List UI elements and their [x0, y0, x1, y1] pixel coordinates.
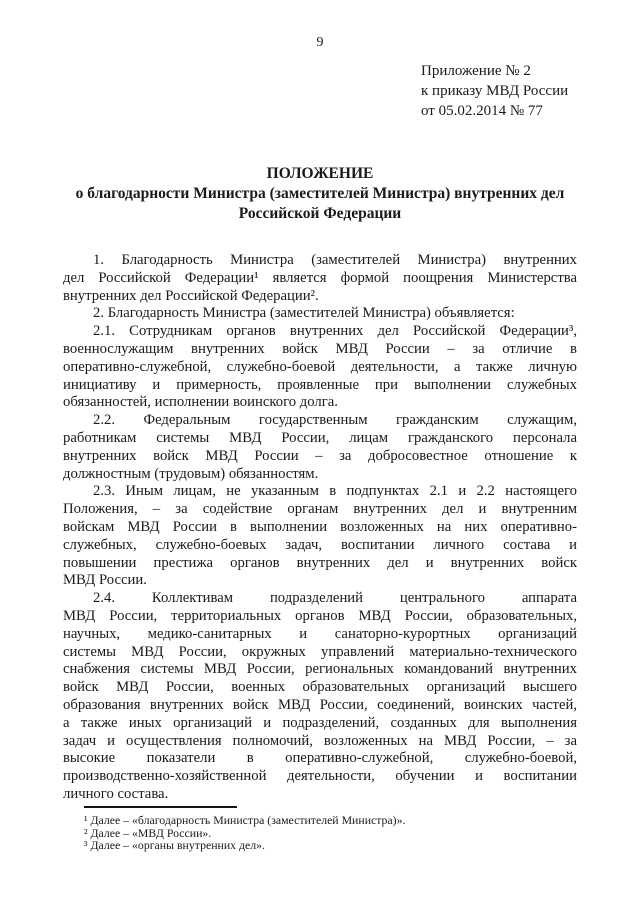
text-line: оперативно-служебной, служебно-боевой деятельности, а также личную	[63, 358, 577, 375]
text-line: Российской Федерации	[238, 205, 402, 222]
paragraph	[63, 412, 577, 483]
text-line: должностным (трудовым) обязанностям.	[63, 465, 319, 482]
text-line: МВД России, территориальных органов МВД России, образовательных,	[63, 607, 577, 624]
text-line: Приложение № 2	[421, 63, 531, 79]
text-line: ³ Далее – «органы внутренних дел».	[84, 838, 265, 853]
text-line: личного состава.	[63, 785, 169, 802]
footnotes-section	[84, 806, 577, 852]
text-line: 1. Благодарность Министра (заместителей Министра) внутренних	[93, 252, 577, 268]
text-line: служебных, служебно-боевых задач, воспитании личного состава и	[63, 536, 577, 553]
footnote-list	[84, 814, 577, 852]
text-line: высокие показатели в оперативно-служебной, служебно-боевой,	[63, 750, 577, 767]
text-line: повышении престижа органов внутренних дел и внутренних войск	[63, 554, 577, 571]
text-line: а также иных организаций и подразделений, созданных для выполнения	[63, 714, 577, 731]
text-line: 2.2. Федеральным государственным гражданским служащим,	[93, 412, 577, 429]
paragraph	[63, 323, 577, 412]
text-line: внутренних дел Российской Федерации².	[63, 287, 319, 304]
text-line: к приказу МВД России	[421, 83, 569, 99]
text-line: войск МВД России, военных образовательных организаций высшего	[63, 679, 577, 696]
text-line: обязанностей, исполнении воинского долга.	[63, 394, 338, 411]
annex-reference-block	[421, 61, 568, 121]
text-line: системы МВД России, окружных управлений материально-технического	[63, 643, 577, 660]
text-line: снабжения системы МВД России, региональных командований внутренних	[63, 661, 577, 678]
text-line: 2.1. Сотрудникам органов внутренних дел Российской Федерации³,	[93, 323, 577, 340]
text-line: о благодарности Министра (заместителей Министра) внутренних дел	[75, 185, 565, 202]
text-line: ¹ Далее – «благодарность Министра (заместителей Министра)».	[84, 813, 406, 827]
text-line: задач и осуществления полномочий, возложенных на МВД России, – за	[63, 732, 577, 749]
paragraph	[63, 590, 577, 804]
text-line: от 05.02.2014 № 77	[421, 103, 543, 119]
text-line: внутренних войск МВД России – за добросовестное отношение к	[63, 447, 577, 464]
text-line: войскам МВД России в выполнении возложенных на них оперативно-	[63, 518, 577, 535]
text-line: работникам системы МВД России, лицам гражданского персонала	[63, 429, 577, 446]
paragraph	[63, 483, 577, 590]
text-line: дел Российской Федерации¹ является формой поощрения Министерства	[63, 269, 577, 286]
text-line: военнослужащим внутренних войск МВД России – за отличие в	[63, 340, 577, 357]
text-line: производственно-хозяйственной деятельности, обучении и воспитании	[63, 768, 577, 785]
text-line: 2.4. Коллективам подразделений центрального аппарата	[93, 590, 577, 607]
text-line: Положения, – за содействие органам внутренних дел и внутренним	[63, 501, 577, 518]
text-line: ² Далее – «МВД России».	[84, 825, 212, 840]
text-line: инициативу и примерность, проявленные при выполнении служебных	[63, 376, 577, 393]
text-line: 2.3. Иным лицам, не указанным в подпунктах 2.1 и 2.2 настоящего	[93, 483, 577, 500]
document-title	[40, 164, 600, 224]
text-line: образования внутренних войск МВД России, соединений, воинских частей,	[63, 696, 577, 713]
text-line: ПОЛОЖЕНИЕ	[266, 165, 374, 182]
page-number: 9	[316, 35, 324, 50]
text-line: научных, медико-санитарных и санаторно-курортных организаций	[63, 625, 577, 642]
paragraph	[63, 305, 577, 323]
footnote-separator	[84, 806, 237, 808]
paragraph	[63, 252, 577, 305]
text-line: 2. Благодарность Министра (заместителей Министра) объявляется:	[93, 305, 515, 322]
text-line: МВД России.	[63, 572, 147, 589]
document-body	[63, 252, 577, 804]
